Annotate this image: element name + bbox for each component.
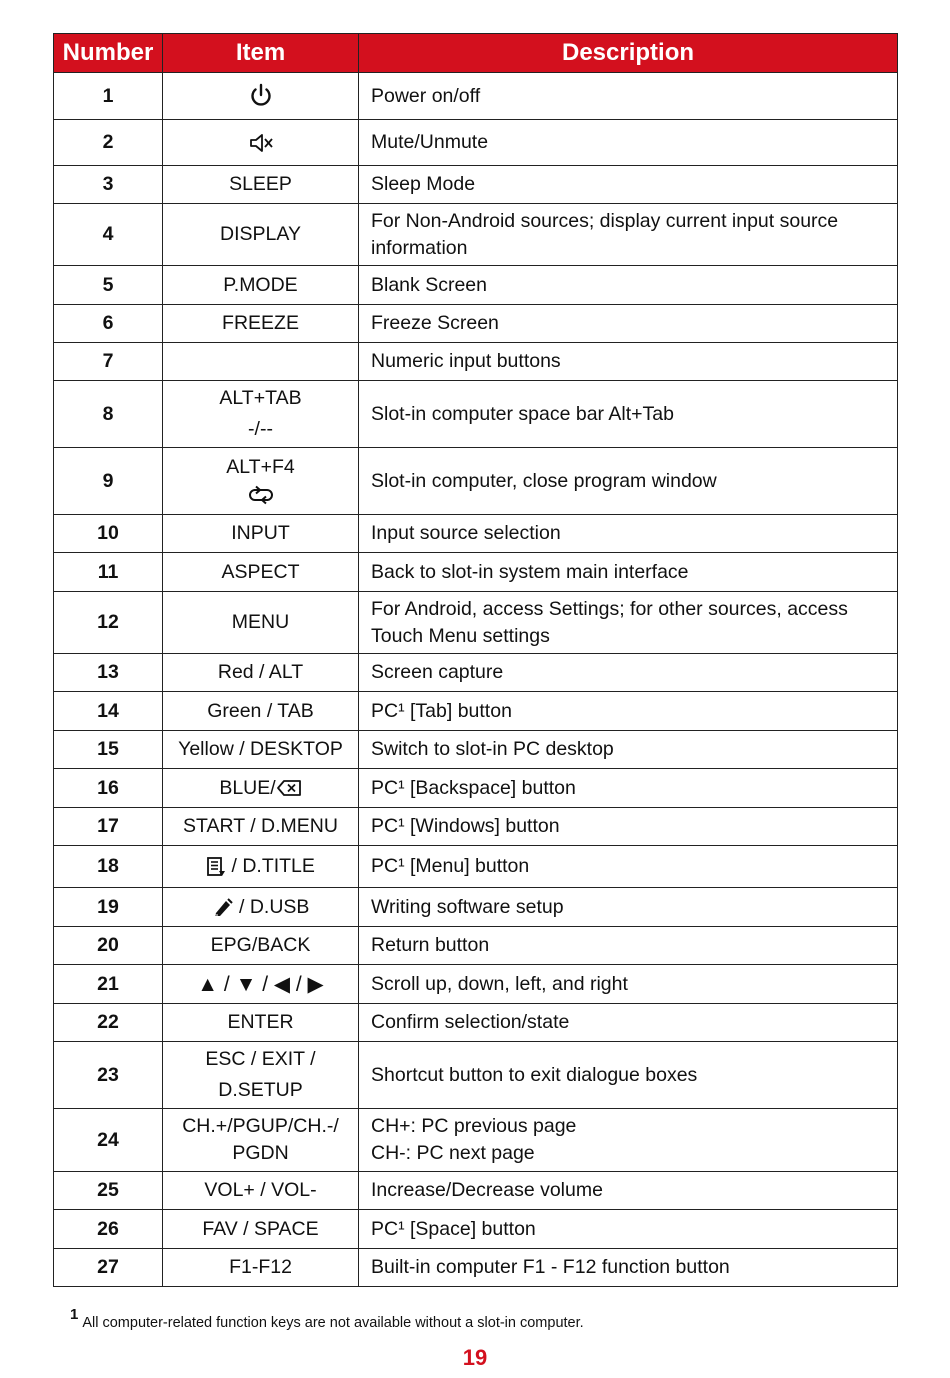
row-item: ▲ / ▼ / ◀ / ▶	[163, 965, 359, 1004]
row-number: 23	[54, 1042, 163, 1109]
row-number: 3	[54, 166, 163, 204]
row-description: Blank Screen	[359, 266, 898, 305]
table-row	[54, 305, 898, 343]
row-item: MENU	[163, 592, 359, 654]
menu-list-icon	[206, 856, 226, 878]
pen-icon	[212, 897, 234, 917]
description-line-2: CH-: PC next page	[371, 1142, 535, 1164]
item-line-1: CH.+/PGUP/CH.-/	[182, 1115, 339, 1137]
table-row	[54, 888, 898, 927]
row-description: Back to slot-in system main interface	[359, 553, 898, 592]
table-row	[54, 120, 898, 166]
row-item: Green / TAB	[163, 692, 359, 731]
row-number: 20	[54, 927, 163, 965]
row-number: 10	[54, 515, 163, 553]
row-description: Mute/Unmute	[359, 120, 898, 166]
item-line-2: PGDN	[232, 1142, 289, 1164]
table-row	[54, 1249, 898, 1287]
table-row	[54, 166, 898, 204]
row-number: 16	[54, 769, 163, 808]
table-row	[54, 73, 898, 120]
row-item: FREEZE	[163, 305, 359, 343]
footnote-marker: 1	[70, 1306, 79, 1323]
table-row	[54, 515, 898, 553]
row-description: Increase/Decrease volume	[359, 1172, 898, 1210]
table-row	[54, 1042, 898, 1109]
row-number: 8	[54, 381, 163, 448]
remote-buttons-table	[53, 33, 898, 1287]
row-item	[163, 448, 359, 515]
row-number: 21	[54, 965, 163, 1004]
table-row	[54, 927, 898, 965]
table-row	[54, 731, 898, 769]
row-description: PC¹ [Windows] button	[359, 808, 898, 846]
row-item	[163, 1109, 359, 1172]
footnote-text: All computer-related function keys are not available without a slot-in computer.	[82, 1314, 584, 1331]
row-description: Screen capture	[359, 654, 898, 692]
row-number: 15	[54, 731, 163, 769]
row-number: 12	[54, 592, 163, 654]
table-row	[54, 266, 898, 305]
row-description: Power on/off	[359, 73, 898, 120]
table-row	[54, 592, 898, 654]
row-item	[163, 120, 359, 166]
table-row	[54, 1210, 898, 1249]
row-number: 26	[54, 1210, 163, 1249]
row-number: 19	[54, 888, 163, 927]
row-description: Built-in computer F1 - F12 function button	[359, 1249, 898, 1287]
backspace-icon	[276, 779, 302, 797]
row-description: Sleep Mode	[359, 166, 898, 204]
row-item	[163, 846, 359, 888]
row-number: 9	[54, 448, 163, 515]
row-description: PC¹ [Tab] button	[359, 692, 898, 731]
header-item: Item	[163, 34, 359, 73]
loop-icon	[246, 485, 276, 505]
row-description: Scroll up, down, left, and right	[359, 965, 898, 1004]
row-item	[163, 1042, 359, 1109]
row-number: 17	[54, 808, 163, 846]
table-row	[54, 769, 898, 808]
table-header-row	[54, 34, 898, 73]
row-number: 2	[54, 120, 163, 166]
row-description: Writing software setup	[359, 888, 898, 927]
row-number: 1	[54, 73, 163, 120]
row-number: 4	[54, 204, 163, 266]
table-row	[54, 1004, 898, 1042]
row-item	[163, 381, 359, 448]
table-row	[54, 692, 898, 731]
row-item: ENTER	[163, 1004, 359, 1042]
row-description: For Non-Android sources; display current input source information	[359, 204, 898, 266]
footnote	[70, 1308, 584, 1331]
row-description: For Android, access Settings; for other sources, access Touch Menu settings	[359, 592, 898, 654]
table-row	[54, 553, 898, 592]
row-description: Numeric input buttons	[359, 343, 898, 381]
row-description: PC¹ [Menu] button	[359, 846, 898, 888]
item-line-1: ALT+TAB	[219, 387, 302, 409]
description-line-1: CH+: PC previous page	[371, 1115, 577, 1137]
row-number: 7	[54, 343, 163, 381]
row-number: 11	[54, 553, 163, 592]
row-item: START / D.MENU	[163, 808, 359, 846]
row-item: EPG/BACK	[163, 927, 359, 965]
row-item	[163, 73, 359, 120]
item-line-1: ESC / EXIT /	[205, 1048, 316, 1070]
row-number: 13	[54, 654, 163, 692]
row-item: ASPECT	[163, 553, 359, 592]
row-description: Confirm selection/state	[359, 1004, 898, 1042]
row-item: SLEEP	[163, 166, 359, 204]
row-item	[163, 343, 359, 381]
row-item	[163, 888, 359, 927]
row-number: 24	[54, 1109, 163, 1172]
table-row	[54, 808, 898, 846]
table-row	[54, 965, 898, 1004]
item-line-2: -/--	[248, 418, 273, 440]
row-number: 27	[54, 1249, 163, 1287]
mute-icon	[248, 132, 274, 154]
row-description	[359, 1109, 898, 1172]
row-description: Input source selection	[359, 515, 898, 553]
power-icon	[249, 83, 273, 109]
header-description: Description	[359, 34, 898, 73]
table-row	[54, 654, 898, 692]
row-item: Red / ALT	[163, 654, 359, 692]
row-number: 22	[54, 1004, 163, 1042]
row-item: FAV / SPACE	[163, 1210, 359, 1249]
row-description: Return button	[359, 927, 898, 965]
row-description: PC¹ [Space] button	[359, 1210, 898, 1249]
table-row	[54, 1172, 898, 1210]
row-item: DISPLAY	[163, 204, 359, 266]
page-number: 19	[462, 1345, 488, 1370]
item-text: / D.TITLE	[226, 855, 315, 877]
row-number: 5	[54, 266, 163, 305]
item-text: BLUE/	[219, 776, 276, 799]
row-number: 6	[54, 305, 163, 343]
row-number: 25	[54, 1172, 163, 1210]
item-line-2: D.SETUP	[218, 1079, 303, 1101]
row-description: Switch to slot-in PC desktop	[359, 731, 898, 769]
row-number: 14	[54, 692, 163, 731]
table-row	[54, 846, 898, 888]
table-row	[54, 381, 898, 448]
row-item: P.MODE	[163, 266, 359, 305]
row-item: F1-F12	[163, 1249, 359, 1287]
row-description: Shortcut button to exit dialogue boxes	[359, 1042, 898, 1109]
table-row	[54, 448, 898, 515]
row-number: 18	[54, 846, 163, 888]
row-description: Slot-in computer space bar Alt+Tab	[359, 381, 898, 448]
row-item	[163, 769, 359, 808]
item-line-1: ALT+F4	[226, 456, 295, 478]
row-item: VOL+ / VOL-	[163, 1172, 359, 1210]
table-row	[54, 204, 898, 266]
row-description: Freeze Screen	[359, 305, 898, 343]
item-text: / D.USB	[233, 895, 310, 918]
header-number: Number	[54, 34, 163, 73]
row-item: INPUT	[163, 515, 359, 553]
table-row	[54, 343, 898, 381]
row-description: Slot-in computer, close program window	[359, 448, 898, 515]
row-description: PC¹ [Backspace] button	[359, 769, 898, 808]
row-item: Yellow / DESKTOP	[163, 731, 359, 769]
table-row	[54, 1109, 898, 1172]
